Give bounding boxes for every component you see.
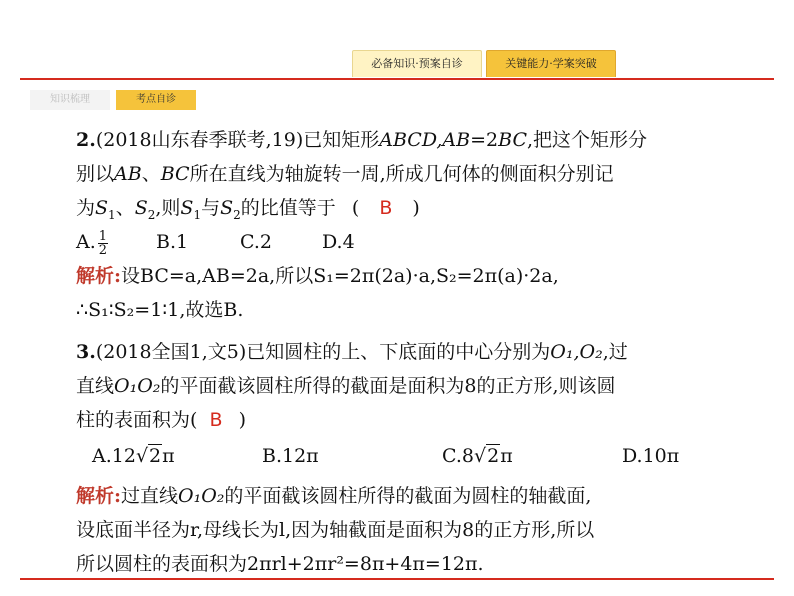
solution-label: 解析:	[76, 265, 122, 287]
q3-solution-text: 过直线	[121, 485, 179, 507]
q2-math-sub: 2	[233, 207, 241, 222]
q3-stem-line1	[76, 338, 628, 366]
q2-text: 所在直线为轴旋转一周,所成几何体的侧面积分别记	[189, 163, 614, 185]
fraction-denominator: 2	[98, 242, 108, 258]
q3-options	[76, 442, 766, 474]
q2-text: 的比值等于	[240, 197, 336, 219]
q3-option-d: D.10π	[622, 445, 680, 467]
q2-math: AB	[114, 163, 142, 185]
q3-option-c-text: π	[500, 445, 513, 467]
q2-math: S	[180, 197, 194, 219]
q2-source: (2018山东春季联考,19)	[95, 129, 304, 151]
q2-answer: B	[379, 197, 393, 219]
sqrt-symbol: √2	[474, 445, 500, 467]
bottom-divider	[20, 578, 774, 580]
q2-text: 为	[76, 197, 96, 219]
q3-option-a	[92, 442, 175, 470]
q2-text: 、	[141, 163, 161, 185]
q2-text: 与	[201, 197, 221, 219]
q2-option-d: D.4	[322, 231, 355, 253]
q3-math: O₁O₂	[178, 485, 225, 507]
q2-math-sub: 2	[147, 207, 156, 222]
q3-source: (2018全国1,文5)	[95, 341, 247, 363]
q2-solution-line2	[76, 296, 243, 324]
q2-paren: )	[412, 197, 420, 219]
sqrt-symbol: √2	[135, 445, 162, 467]
tab-necessary-knowledge[interactable]: 必备知识·预案自诊	[352, 50, 482, 77]
q2-math-sub: 1	[108, 207, 116, 222]
q2-option-a	[76, 228, 110, 257]
q3-math: O₁,O₂	[550, 341, 603, 363]
q2-solution-text: 设BC=a,AB=2a,所以S₁=2π(2a)·a,S₂=2π(a)·2a,	[121, 265, 559, 287]
q2-option-c: C.2	[240, 231, 272, 253]
q3-text: 已知圆柱的上、下底面的中心分别为	[246, 341, 551, 363]
q2-solution-line1	[76, 262, 559, 290]
q3-option-b: B.12π	[262, 445, 319, 467]
tab-key-ability[interactable]: 关键能力·学案突破	[486, 50, 616, 77]
q2-math: BC	[160, 163, 190, 185]
q3-stem-line2	[76, 372, 616, 400]
q2-text: ,把这个矩形分	[527, 129, 648, 151]
q2-math: S	[95, 197, 109, 219]
q3-solution-text: 所以圆柱的表面积为2πrl+2πr²=8π+4π=12π.	[76, 553, 484, 575]
q2-option-a-label: A.	[76, 231, 96, 253]
solution-label: 解析:	[76, 485, 122, 507]
sqrt-radicand: 2	[149, 445, 162, 467]
q3-solution-line2	[76, 516, 594, 544]
q3-text: 直线	[76, 375, 115, 397]
q3-option-c-text: C.8	[442, 445, 474, 467]
q3-text: 的平面截该圆柱所得的截面是面积为8的正方形,则该圆	[160, 375, 616, 397]
q2-text: 、	[115, 197, 135, 219]
q3-solution-line3	[76, 550, 484, 578]
q2-number: 2.	[76, 129, 96, 151]
q2-math: BC	[498, 129, 527, 151]
q3-answer: B	[209, 409, 223, 431]
q2-text: 已知矩形	[303, 129, 380, 151]
q3-solution-text: 的平面截该圆柱所得的截面为圆柱的轴截面,	[224, 485, 592, 507]
q2-text: 别以	[76, 163, 115, 185]
q3-math: O₁O₂	[114, 375, 161, 397]
q3-stem-line3	[76, 406, 246, 434]
q2-math: =2	[470, 129, 499, 151]
subtab-knowledge-review[interactable]: 知识梳理	[30, 90, 110, 110]
q2-text: ,则	[155, 197, 181, 219]
q3-option-c	[442, 442, 513, 470]
sqrt-radicand: 2	[487, 445, 500, 467]
q2-math: S	[220, 197, 234, 219]
q2-option-b: B.1	[156, 231, 189, 253]
fraction	[98, 230, 108, 257]
sub-tab-bar	[30, 90, 196, 110]
q3-solution-text: 设底面半径为r,母线长为l,因为轴截面是面积为8的正方形,所以	[76, 519, 595, 541]
top-divider	[20, 78, 774, 80]
q3-text: 柱的表面积为(	[76, 409, 198, 431]
q2-solution-text: ∴S₁∶S₂=1∶1,故选B.	[76, 299, 244, 321]
q2-math: ABCD,AB	[379, 129, 471, 151]
q3-option-a-text: π	[162, 445, 175, 467]
q2-paren: (	[351, 197, 360, 219]
q2-stem-line2	[76, 160, 614, 188]
q2-options	[76, 228, 766, 260]
q3-solution-line1	[76, 482, 591, 510]
q2-math-sub: 1	[193, 207, 202, 222]
q2-math: S	[134, 197, 148, 219]
q3-text: ,过	[602, 341, 628, 363]
subtab-self-test[interactable]: 考点自诊	[116, 90, 196, 110]
q3-option-a-text: A.12	[92, 445, 136, 467]
fraction-numerator: 1	[98, 228, 108, 244]
q3-paren: )	[238, 409, 246, 431]
top-tab-bar	[352, 50, 616, 78]
q3-number: 3.	[76, 341, 96, 363]
q2-stem-line1	[76, 126, 647, 154]
q2-stem-line3	[76, 194, 420, 229]
